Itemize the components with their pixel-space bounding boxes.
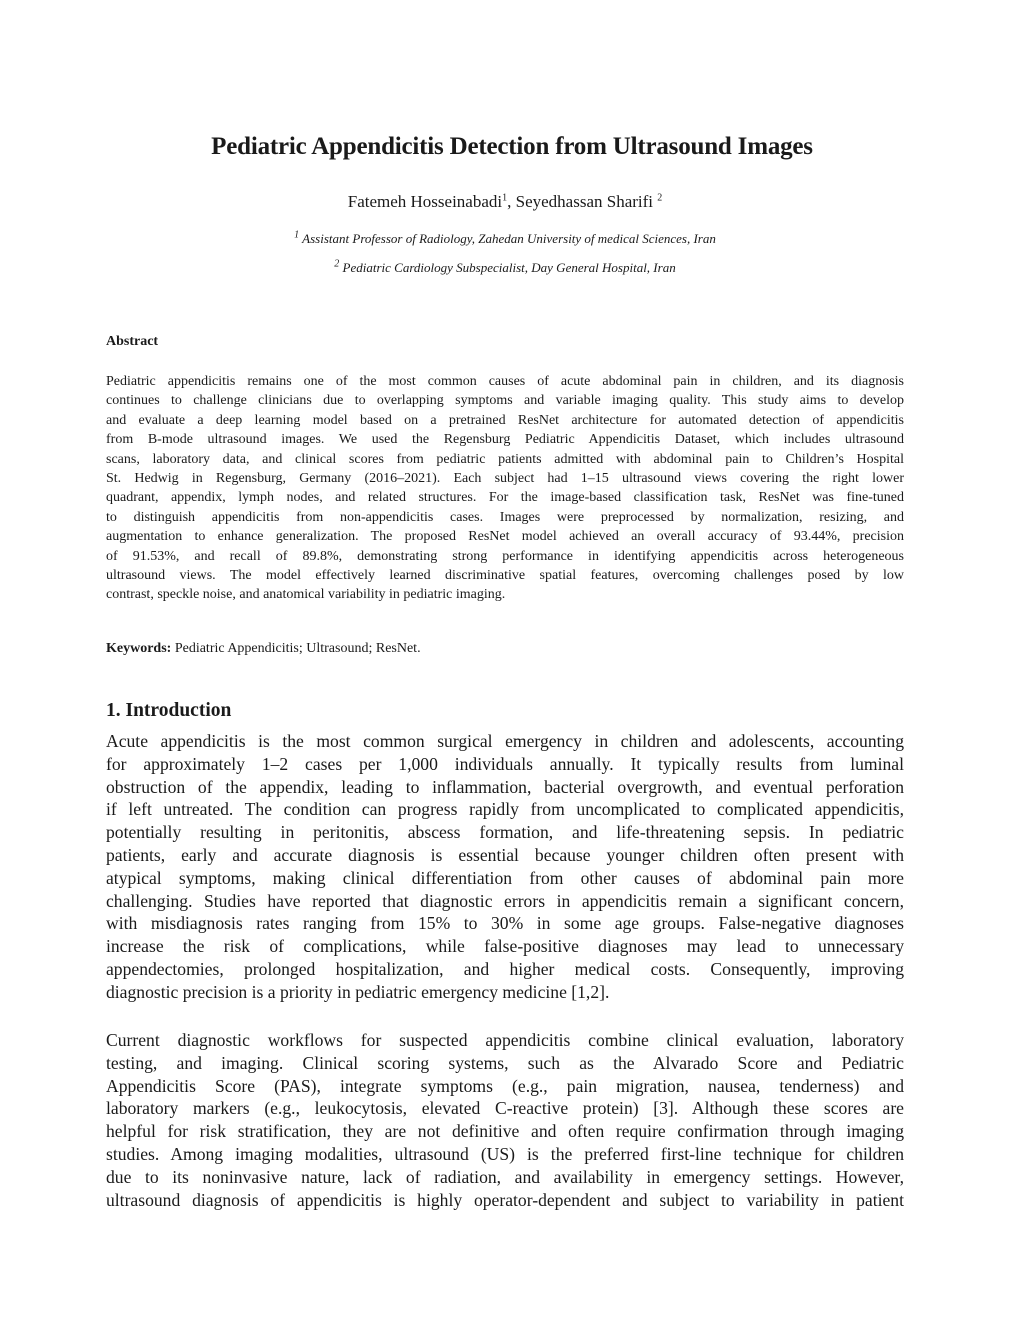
author-affiliation-marker: 1: [502, 192, 508, 204]
keywords: [106, 641, 421, 657]
text-line: increase the risk of complications, while false-positive diagnoses may lead to unnecessary: [106, 936, 904, 957]
affiliation-marker: 2: [334, 258, 340, 270]
text-line: Appendicitis Score (PAS), integrate symptoms (e.g., pain migration, nausea, tenderness) and: [106, 1075, 904, 1096]
text-line: due to its noninvasive nature, lack of radiation, and availability in emergency settings. However,: [106, 1166, 904, 1187]
text-line: laboratory markers (e.g., leukocytosis, elevated C-reactive protein) [3]. Although these scores are: [106, 1098, 904, 1119]
text-line: quadrant, appendix, lymph nodes, and related structures. For the image-based classification task, ResNet was fine-tuned: [106, 490, 904, 506]
text-line: Current diagnostic workflows for suspected appendicitis combine clinical evaluation, laboratory: [106, 1030, 904, 1050]
text-line: patients, early and accurate diagnosis is essential because younger children often present with: [106, 844, 904, 865]
text-line: studies. Among imaging modalities, ultrasound (US) is the preferred first-line technique for children: [106, 1143, 904, 1164]
author-separator: ,: [507, 192, 516, 211]
text-line: from B-mode ultrasound images. We used the Regensburg Pediatric Appendicitis Dataset, which includes ultrasound: [106, 432, 904, 448]
text-line: to distinguish appendicitis from non-appendicitis cases. Images were preprocessed by normalization, resizing, and: [106, 509, 904, 525]
text-line: appendectomies, prolonged hospitalization, and higher medical costs. Consequently, improving: [106, 958, 904, 979]
author-name: Seyedhassan Sharifi: [515, 192, 654, 211]
text-line: scans, laboratory data, and clinical scores from pediatric patients admitted with abdominal pain to Children’s Hospital: [106, 451, 904, 467]
section-heading: 1. Introduction: [106, 700, 232, 722]
paper-title: Pediatric Appendicitis Detection from Ultrasound Images: [211, 132, 813, 160]
body-paragraph: [106, 730, 904, 1004]
text-line: continues to challenge clinicians due to overlapping symptoms and variable imaging quality. This study aims to develop: [106, 393, 904, 409]
author-name: Fatemeh Hosseinabadi: [347, 192, 503, 211]
text-line: and evaluate a deep learning model based on a pretrained ResNet architecture for automated detection of appendicitis: [106, 412, 904, 428]
text-line: St. Hedwig in Regensburg, Germany (2016–2021). Each subject had 1–15 ultrasound views covering the right lower: [106, 470, 904, 486]
text-line: atypical symptoms, making clinical differentiation from other causes of abdominal pain more: [106, 867, 904, 888]
text-line: augmentation to enhance generalization. The proposed ResNet model achieved an overall accuracy of 93.44%, precision: [106, 529, 904, 545]
keywords-label: Keywords:: [106, 641, 172, 656]
text-line: obstruction of the appendix, leading to inflammation, bacterial overgrowth, and eventual perforation: [106, 776, 904, 797]
text-line: helpful for risk stratification, they are not definitive and often require confirmation through imaging: [106, 1121, 904, 1142]
affiliation: [0, 231, 1010, 247]
author-affiliation-marker: 2: [657, 192, 663, 204]
text-line: potentially resulting in peritonitis, abscess formation, and life-threatening sepsis. In pediatric: [106, 822, 904, 843]
body-paragraph: [106, 1029, 904, 1211]
text-line: challenging. Studies have reported that diagnostic errors in appendicitis remain a significant concern,: [106, 890, 904, 911]
text-line: Acute appendicitis is the most common surgical emergency in children and adolescents, accounting: [106, 731, 904, 751]
abstract-heading: Abstract: [106, 334, 159, 349]
affiliation-marker: 1: [294, 229, 300, 241]
text-line: ultrasound views. The model effectively learned discriminative spatial features, overcoming challenges posed by low: [106, 567, 904, 583]
text-line: with misdiagnosis rates ranging from 15% to 30% in some age groups. False-negative diagnoses: [106, 913, 904, 934]
keywords-text: Pediatric Appendicitis; Ultrasound; ResNet.: [171, 641, 421, 656]
author-list: [0, 192, 1010, 212]
affiliation-text: Pediatric Cardiology Subspecialist, Day General Hospital, Iran: [342, 260, 676, 275]
text-line: of 91.53%, and recall of 89.8%, demonstrating strong performance in identifying appendicitis across heterogeneous: [106, 548, 904, 564]
text-line: ultrasound diagnosis of appendicitis is highly operator-dependent and subject to variability in patient: [106, 1189, 904, 1210]
text-line: if left untreated. The condition can progress rapidly from uncomplicated to complicated appendicitis,: [106, 799, 904, 820]
text-line: for approximately 1–2 cases per 1,000 individuals annually. It typically results from luminal: [106, 753, 904, 774]
abstract-body: [106, 372, 904, 605]
affiliation: [0, 260, 1010, 276]
text-line: Pediatric appendicitis remains one of the most common causes of acute abdominal pain in children, and its diagnosis: [106, 374, 904, 389]
text-line: contrast, speckle noise, and anatomical variability in pediatric imaging.: [106, 587, 506, 603]
text-line: testing, and imaging. Clinical scoring systems, such as the Alvarado Score and Pediatric: [106, 1052, 904, 1073]
text-line: diagnostic precision is a priority in pediatric emergency medicine [1,2].: [106, 981, 610, 1002]
affiliation-text: Assistant Professor of Radiology, Zahedan University of medical Sciences, Iran: [302, 231, 716, 246]
